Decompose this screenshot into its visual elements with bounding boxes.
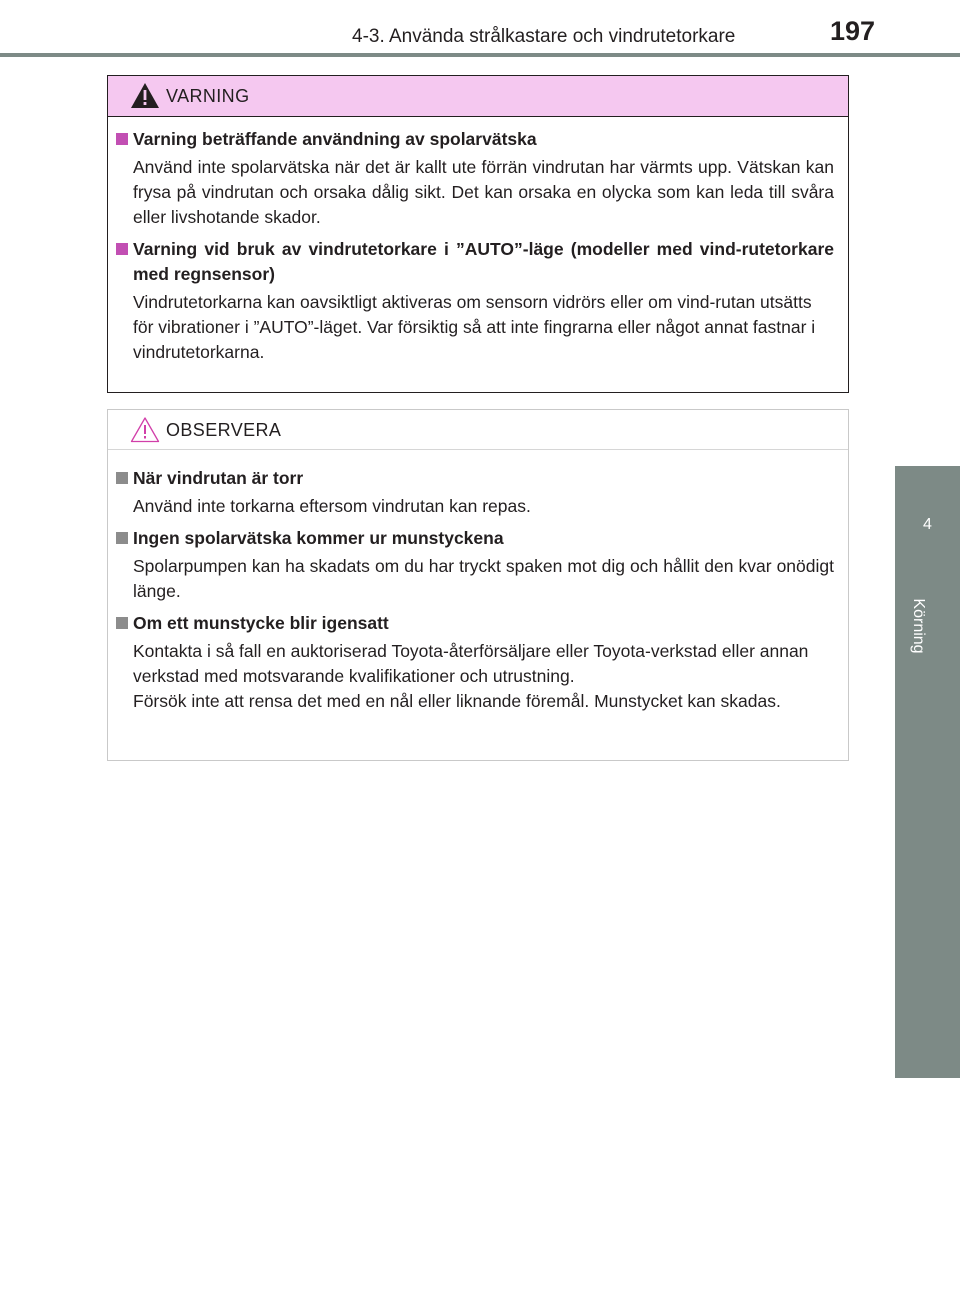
caution-item-text: Försök inte att rensa det med en nål eller liknande föremål. Munstycket kan skadas. <box>133 691 781 711</box>
caution-item-text: Kontakta i så fall en auktoriserad Toyota-återförsäljare eller Toyota-verkstad eller annan verkstad med motsvarande kvalifikationer och utrustning. <box>133 641 809 686</box>
caution-item-heading: Om ett munstycke blir igensatt <box>133 613 389 633</box>
warning-item-text: Använd inte spolarvätska när det är kallt ute förrän vindrutan har värmts upp. Vätskan kan frysa på vindrutan och orsaka dålig sikt. Det kan orsaka en olycka som kan leda till svåra eller livshotande skador. <box>133 157 834 227</box>
warning-box <box>107 75 849 393</box>
warning-item <box>115 127 834 230</box>
warning-triangle-outline-icon <box>130 416 160 443</box>
warning-body <box>108 117 848 365</box>
chapter-label: Körning <box>910 598 927 654</box>
caution-item <box>115 611 834 714</box>
warning-item-heading: Varning beträffande användning av spolarvätska <box>133 129 537 149</box>
caution-item <box>115 466 834 519</box>
caution-item <box>115 526 834 604</box>
caution-item-text: Spolarpumpen kan ha skadats om du har tryckt spaken mot dig och hållit den kvar onödigt länge. <box>133 556 834 601</box>
caution-box <box>107 409 849 761</box>
warning-item <box>115 237 834 365</box>
chapter-number: 4 <box>923 516 932 533</box>
square-bullet-icon <box>116 133 128 145</box>
caution-title: OBSERVERA <box>166 420 282 440</box>
square-bullet-icon <box>116 617 128 629</box>
warning-triangle-filled-icon <box>130 82 160 109</box>
warning-title: VARNING <box>166 86 250 106</box>
caution-item-heading: Ingen spolarvätska kommer ur munstyckena <box>133 528 504 548</box>
page-number: 197 <box>830 16 876 46</box>
square-bullet-icon <box>116 472 128 484</box>
caution-item-text: Använd inte torkarna eftersom vindrutan kan repas. <box>133 496 531 516</box>
header-rule <box>0 53 960 57</box>
warning-item-text: Vindrutetorkarna kan oavsiktligt aktiveras om sensorn vidrörs eller om vind-rutan utsätts för vibrationer i ”AUTO”-läget. Var försiktig så att inte fingrarna eller något annat fastnar i vindrutetorkarna. <box>133 292 816 362</box>
square-bullet-icon <box>116 243 128 255</box>
chapter-side-tab <box>895 466 960 1078</box>
square-bullet-icon <box>116 532 128 544</box>
section-title: 4-3. Använda strålkastare och vindrutetorkare <box>352 26 736 47</box>
caution-item-heading: När vindrutan är torr <box>133 468 304 488</box>
warning-item-heading: Varning vid bruk av vindrutetorkare i ”AUTO”-läge (modeller med vind-rutetorkare med regnsensor) <box>133 239 834 284</box>
warning-header <box>108 76 848 117</box>
caution-body <box>108 450 848 714</box>
caution-header <box>108 410 848 450</box>
